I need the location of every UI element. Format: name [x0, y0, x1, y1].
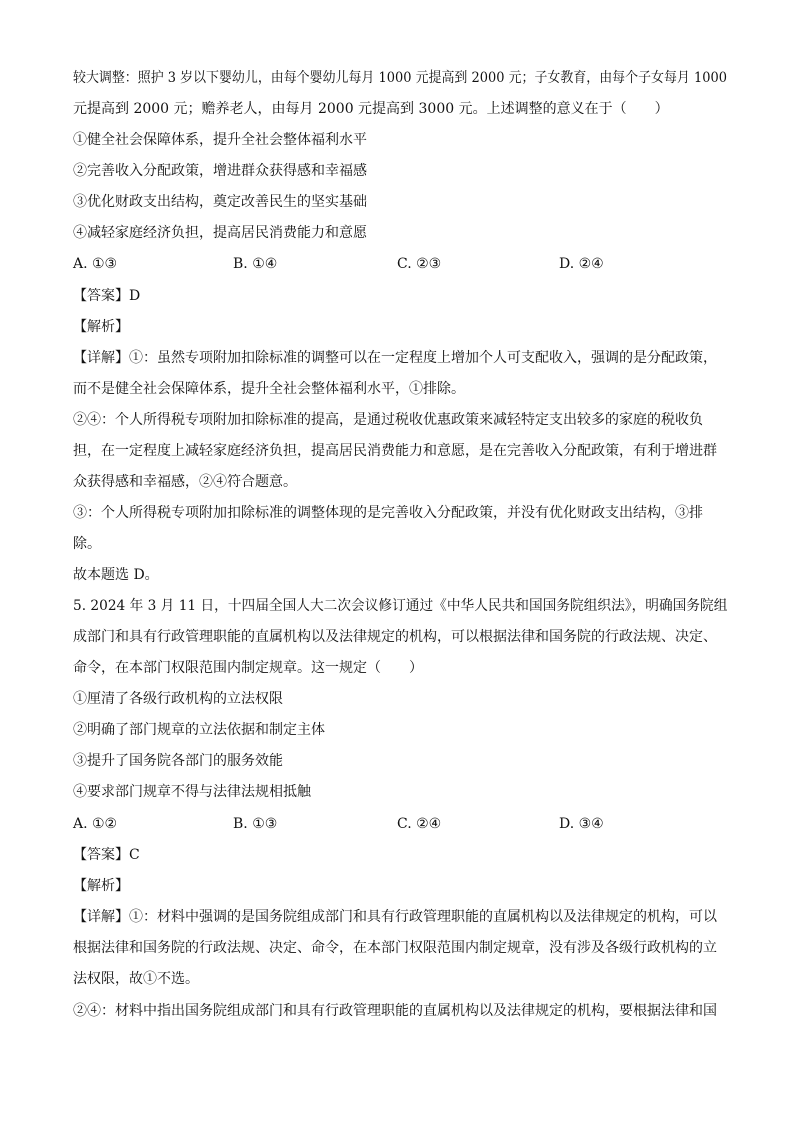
q4-explanation-line-5: 众获得感和幸福感，②④符合题意。 — [73, 474, 297, 490]
q4-item-2: ②完善收入分配政策，增进群众获得感和幸福感 — [73, 163, 367, 179]
q4-option-c: C. ②③ — [397, 256, 442, 272]
q5-explanation-line-3: 法权限，故①不选。 — [73, 971, 199, 987]
q4-explanation-line-2: 而不是健全社会保障体系，提升全社会整体福利水平，①排除。 — [73, 381, 465, 397]
q5-explanation-line-1: 【详解】①：材料中强调的是国务院组成部门和具有行政管理职能的直属机构以及法律规定的机构，可以 — [73, 909, 717, 925]
q4-option-a: A. ①③ — [73, 256, 118, 272]
q5-option-d: D. ③④ — [559, 816, 604, 832]
q4-stem-line-1: 较大调整：照护 3 岁以下婴幼儿，由每个婴幼儿每月 1000 元提高到 2000 元；子女教育，由每个子女每月 1000 — [73, 70, 727, 86]
q5-answer: 【答案】C — [73, 847, 140, 863]
q5-stem-line-2: 成部门和具有行政管理职能的直属机构以及法律规定的机构，可以根据法律和国务院的行政法规、决定、 — [73, 629, 717, 645]
q4-explanation-line-6: ③：个人所得税专项附加扣除标准的调整体现的是完善收入分配政策，并没有优化财政支出结构，③排 — [73, 505, 703, 521]
q5-options — [73, 814, 733, 834]
q4-options — [73, 254, 733, 274]
q5-stem-line-1: 5. 2024 年 3 月 11 日，十四届全国人大二次会议修订通过《中华人民共和国国务院组织法》，明确国务院组 — [73, 598, 728, 614]
q5-item-3: ③提升了国务院各部门的服务效能 — [73, 753, 283, 769]
q5-item-1: ①厘清了各级行政机构的立法权限 — [73, 691, 283, 707]
q5-item-4: ④要求部门规章不得与法律法规相抵触 — [73, 784, 311, 800]
q4-item-3: ③优化财政支出结构，奠定改善民生的坚实基础 — [73, 194, 367, 210]
q4-explanation-line-1: 【详解】①：虽然专项附加扣除标准的调整可以在一定程度上增加个人可支配收入，强调的是分配政策， — [73, 350, 717, 366]
q5-explanation-line-2: 根据法律和国务院的行政法规、决定、命令，在本部门权限范围内制定规章，没有涉及各级行政机构的立 — [73, 940, 717, 956]
q4-analysis-label: 【解析】 — [73, 319, 129, 335]
q4-item-1: ①健全社会保障体系，提升全社会整体福利水平 — [73, 132, 367, 148]
q5-option-c: C. ②④ — [397, 816, 442, 832]
q4-option-b: B. ①④ — [233, 256, 278, 272]
q4-explanation-line-3: ②④：个人所得税专项附加扣除标准的提高，是通过税收优惠政策来减轻特定支出较多的家庭的税收负 — [73, 412, 703, 428]
q4-conclusion: 故本题选 D。 — [73, 567, 159, 583]
q5-option-a: A. ①② — [73, 816, 118, 832]
q5-stem-line-3: 命令，在本部门权限范围内制定规章。这一规定（ ） — [73, 660, 423, 676]
q4-stem-line-2: 元提高到 2000 元；赡养老人，由每月 2000 元提高到 3000 元。上述调整的意义在于（ ） — [73, 101, 669, 117]
q5-analysis-label: 【解析】 — [73, 878, 129, 894]
q5-explanation-line-4: ②④：材料中指出国务院组成部门和具有行政管理职能的直属机构以及法律规定的机构，要根据法律和国 — [73, 1003, 717, 1019]
q4-answer: 【答案】D — [73, 288, 141, 304]
q4-item-4: ④减轻家庭经济负担，提高居民消费能力和意愿 — [73, 225, 367, 241]
q4-explanation-line-7: 除。 — [73, 536, 101, 552]
q4-option-d: D. ②④ — [559, 256, 604, 272]
q4-explanation-line-4: 担，在一定程度上减轻家庭经济负担，提高居民消费能力和意愿，是在完善收入分配政策，有利于增进群 — [73, 443, 717, 459]
q5-option-b: B. ①③ — [233, 816, 278, 832]
q5-item-2: ②明确了部门规章的立法依据和制定主体 — [73, 722, 325, 738]
